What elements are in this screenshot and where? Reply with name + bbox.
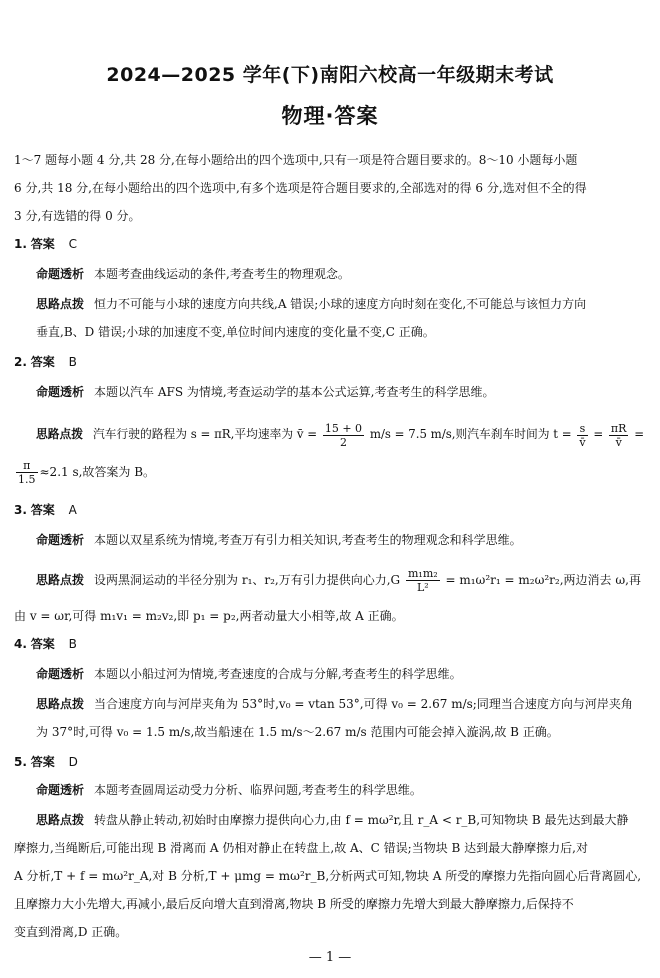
q3-number: 3.	[14, 503, 27, 517]
q2-hint-label: 思路点拨	[36, 427, 83, 441]
q4-answer-value: B	[68, 637, 77, 651]
q1-hint-line-2: 垂直,B、D 错误;小球的加速度不变,单位时间内速度的变化量不变,C 正确。	[36, 325, 435, 339]
q5-hint-label: 思路点拨	[36, 813, 85, 827]
q2-number: 2.	[14, 355, 27, 369]
q3-gravity-fraction-num: m₁m₂	[407, 567, 438, 580]
q4-hint-line-2: 为 37°时,可得 v₀ = 1.5 m/s,故当船速在 1.5 m/s～2.67 m/s 范围内可能会掉入漩涡,故 B 正确。	[36, 725, 559, 739]
q5-hint-line-4: 且摩擦力大小先增大,再减小,最后反向增大直到滑离,物块 B 所受的摩擦力先增大到最大静摩擦力,后保持不	[14, 897, 574, 911]
q3-gravity-fraction	[406, 567, 440, 594]
intro-line-2: 6 分,共 18 分,在每小题给出的四个选项中,有多个选项是符合题目要求的,全部选对的得 6 分,选对但不全的得	[14, 181, 587, 195]
exam-title: 2024—2025 学年(下)南阳六校高一年级期末考试	[106, 64, 554, 86]
q2-speed-fraction-den: 2	[339, 435, 347, 449]
q3-answer-row	[14, 502, 650, 518]
q5-hint-line-2: 摩擦力,当绳断后,可能出现 B 滑离而 A 仍相对静止在转盘上,故 A、C 错误;当物块 B 达到最大静摩擦力后,对	[14, 841, 588, 855]
q2-hint-row-2	[14, 458, 650, 486]
q2-hint-text-e: ≈2.1 s,故答案为 B。	[39, 465, 156, 479]
q2-intent-label: 命题透析	[36, 385, 85, 399]
q2-hint-text-d: =	[634, 427, 645, 441]
q2-hint-text-a: 汽车行驶的路程为 s = πR,平均速率为 v̄ =	[93, 427, 318, 441]
q4-intent-label: 命题透析	[36, 667, 85, 681]
q2-time-fraction-den: v̄	[579, 435, 586, 449]
q2-pir-fraction-num: πR	[610, 421, 627, 435]
q3-gravity-fraction-den: L²	[416, 581, 429, 594]
exam-subtitle: 物理·答案	[281, 104, 379, 128]
q5-hint-line-3: A 分析,T + f = mω²r_A,对 B 分析,T + μmg = mω²r_B,分析两式可知,物块 A 所受的摩擦力先指向圆心后背离圆心,	[14, 869, 642, 883]
q2-result-fraction-num: π	[16, 459, 38, 473]
q5-intent-label: 命题透析	[36, 783, 85, 797]
q3-hint-text-b: = m₁ω²r₁ = m₂ω²r₂,两边消去 ω,再	[445, 573, 641, 587]
q4-number: 4.	[14, 637, 27, 651]
q3-intent-row	[36, 532, 650, 548]
q2-answer-label: 答案	[30, 355, 55, 369]
q2-answer-row	[14, 354, 650, 370]
q4-hint-label: 思路点拨	[36, 697, 85, 711]
q1-hint-label: 思路点拨	[36, 297, 85, 311]
q2-intent-row	[36, 384, 650, 400]
q3-intent-label: 命题透析	[36, 533, 85, 547]
q5-answer-label: 答案	[30, 755, 55, 769]
q1-intent-text: 本题考查曲线运动的条件,考查考生的物理观念。	[94, 267, 350, 281]
q1-hint-line-1: 恒力不可能与小球的速度方向共线,A 错误;小球的速度方向时刻在变化,不可能总与该恒力方向	[94, 297, 587, 311]
q2-answer-value: B	[68, 355, 77, 369]
q5-hint-row	[36, 812, 650, 828]
q1-answer-value: C	[68, 237, 77, 251]
q3-intent-text: 本题以双星系统为情境,考查万有引力相关知识,考查考生的物理观念和科学思维。	[94, 533, 522, 547]
q1-answer-label: 答案	[30, 237, 55, 251]
q4-intent-row	[36, 666, 650, 682]
q2-hint-text-c: =	[593, 427, 604, 441]
q5-intent-row	[36, 782, 650, 798]
q2-pir-fraction	[609, 422, 629, 449]
q4-intent-text: 本题以小船过河为情境,考查速度的合成与分解,考查考生的科学思维。	[94, 667, 462, 681]
q5-intent-text: 本题考查圆周运动受力分析、临界问题,考查考生的科学思维。	[94, 783, 422, 797]
q3-answer-label: 答案	[30, 503, 55, 517]
q5-hint-line-5: 变直到滑离,D 正确。	[14, 925, 128, 939]
q4-hint-line-1: 当合速度方向与河岸夹角为 53°时,v₀ = vtan 53°,可得 v₀ = 2.67 m/s;同理当合速度方向与河岸夹角	[94, 697, 633, 711]
q5-hint-line-1: 转盘从静止转动,初始时由摩擦力提供向心力,由 f = mω²r,且 r_A < r_B,可知物块 B 最先达到最大静	[94, 813, 629, 827]
q3-hint-row	[36, 566, 650, 594]
q3-answer-value: A	[68, 503, 77, 517]
intro-line-3: 3 分,有选错的得 0 分。	[14, 209, 141, 223]
q2-time-fraction	[577, 422, 587, 449]
q2-speed-fraction-num: 15 + 0	[324, 421, 363, 435]
q2-pir-fraction-den: v̄	[615, 435, 622, 449]
q1-intent-label: 命题透析	[36, 267, 85, 281]
q4-hint-row	[36, 696, 650, 712]
q2-intent-text: 本题以汽车 AFS 为情境,考查运动学的基本公式运算,考查考生的科学思维。	[94, 385, 495, 399]
q2-hint-text-b: m/s = 7.5 m/s,则汽车刹车时间为 t =	[369, 427, 572, 441]
q5-answer-value: D	[68, 755, 78, 769]
q2-hint-row	[36, 420, 650, 449]
intro-line-1: 1～7 题每小题 4 分,共 28 分,在每小题给出的四个选项中,只有一项是符合题目要求的。8～10 小题每小题	[14, 153, 578, 167]
q3-hint-text-a: 设两黑洞运动的半径分别为 r₁、r₂,万有引力提供向心力,G	[94, 573, 401, 587]
q4-answer-label: 答案	[30, 637, 55, 651]
q2-speed-fraction	[323, 422, 364, 449]
q3-hint-label: 思路点拨	[36, 573, 85, 587]
page-number: — 1 —	[308, 950, 352, 965]
q4-answer-row	[14, 636, 650, 652]
q2-result-fraction	[16, 459, 38, 486]
q1-hint-row	[36, 296, 650, 312]
q1-number: 1.	[14, 237, 27, 251]
q2-time-fraction-num: s	[577, 422, 587, 436]
q5-answer-row	[14, 754, 650, 770]
q3-hint-line-2: 由 v = ωr,可得 m₁v₁ = m₂v₂,即 p₁ = p₂,两者动量大小相等,故 A 正确。	[14, 609, 404, 623]
q2-result-fraction-den: 1.5	[18, 473, 36, 486]
q5-number: 5.	[14, 755, 27, 769]
q1-intent-row	[36, 266, 650, 282]
q1-answer-row	[14, 236, 650, 252]
